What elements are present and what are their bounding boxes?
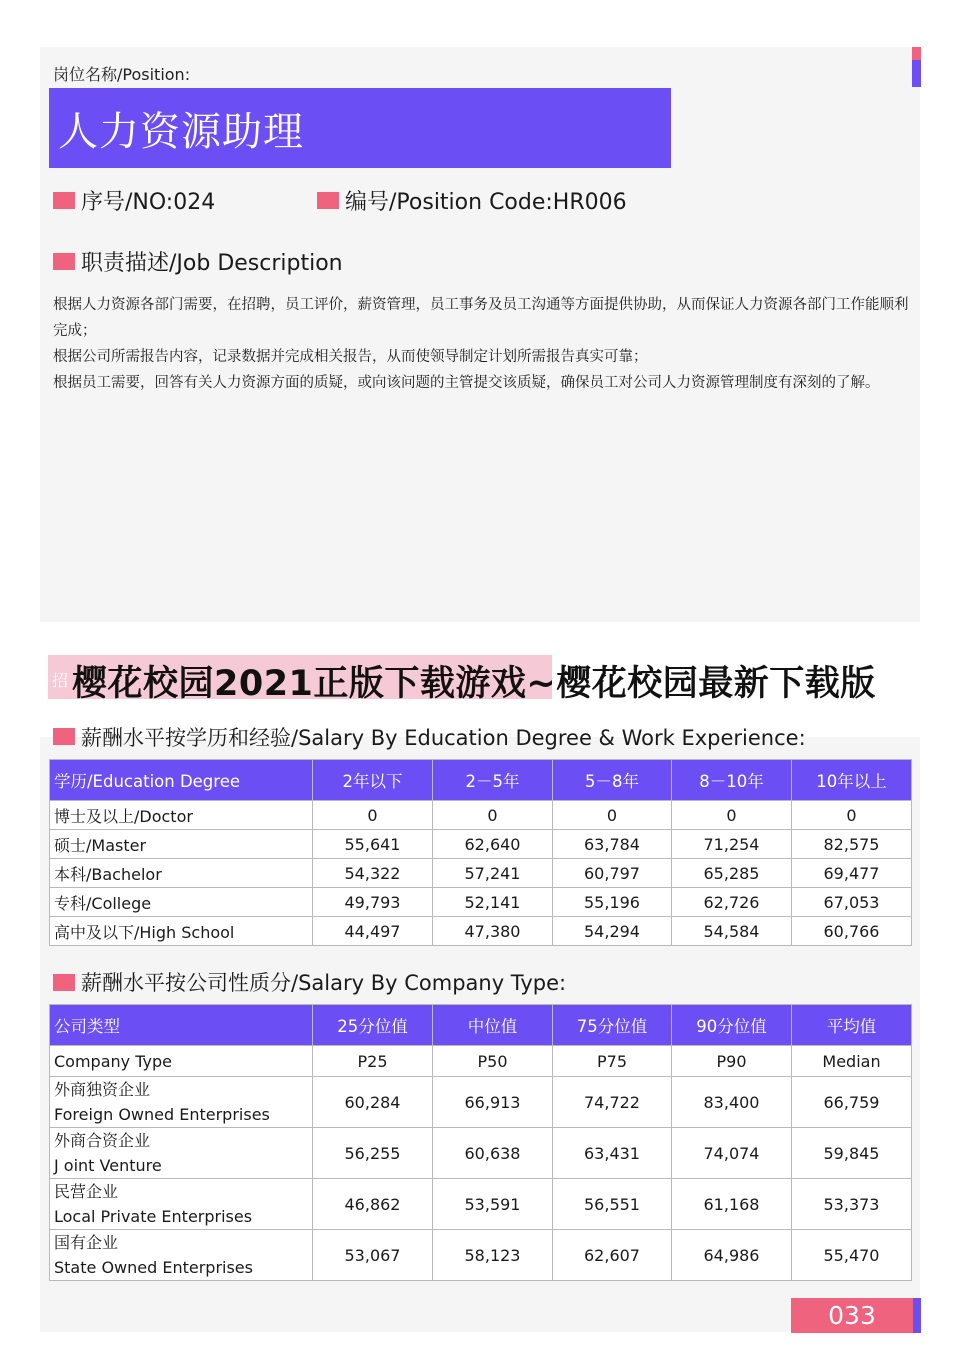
page-number: 033 bbox=[828, 1301, 876, 1330]
row-label-en: J oint Venture bbox=[54, 1156, 162, 1175]
salary-cell: 55,196 bbox=[553, 888, 672, 917]
salary-cell: 61,168 bbox=[672, 1179, 792, 1230]
salary-cell: 0 bbox=[553, 801, 672, 830]
salary-cell: 60,638 bbox=[433, 1128, 553, 1179]
salary-company-heading: 薪酬水平按公司性质分/Salary By Company Type: bbox=[81, 971, 567, 995]
overlay-title: 樱花校园2021正版下载游戏~樱花校园最新下载版 bbox=[72, 664, 876, 704]
subheader-cell: P25 bbox=[313, 1046, 433, 1077]
salary-cell: 0 bbox=[672, 801, 792, 830]
table-row bbox=[50, 917, 912, 946]
table-row bbox=[50, 1128, 912, 1179]
salary-company-marker-icon bbox=[53, 974, 75, 991]
footer-accent-purple bbox=[912, 1298, 921, 1333]
salary-cell: 74,074 bbox=[672, 1128, 792, 1179]
salary-cell: 55,470 bbox=[792, 1230, 912, 1281]
subheader-cell: P90 bbox=[672, 1046, 792, 1077]
salary-cell: 62,640 bbox=[433, 830, 553, 859]
code-marker-icon bbox=[317, 192, 339, 209]
subheader-cell: Median bbox=[792, 1046, 912, 1077]
salary-education-table bbox=[49, 759, 912, 946]
salary-cell: 53,067 bbox=[313, 1230, 433, 1281]
table-header-row bbox=[50, 1005, 912, 1046]
job-desc-heading: 职责描述/Job Description bbox=[81, 251, 343, 276]
column-header: 公司类型 bbox=[50, 1005, 313, 1046]
column-header: 中位值 bbox=[433, 1005, 553, 1046]
row-label: 专科/College bbox=[50, 888, 313, 917]
table-row bbox=[50, 1179, 912, 1230]
column-header: 5－8年 bbox=[553, 760, 672, 801]
column-header: 2年以下 bbox=[313, 760, 433, 801]
table-subheader-row bbox=[50, 1046, 912, 1077]
salary-cell: 55,641 bbox=[313, 830, 433, 859]
salary-cell: 66,759 bbox=[792, 1077, 912, 1128]
table-row bbox=[50, 1230, 912, 1281]
row-label-cn: 民营企业 bbox=[54, 1182, 119, 1201]
salary-cell: 56,255 bbox=[313, 1128, 433, 1179]
salary-cell: 74,722 bbox=[553, 1077, 672, 1128]
column-header: 25分位值 bbox=[313, 1005, 433, 1046]
table-header-row bbox=[50, 760, 912, 801]
salary-cell: 60,766 bbox=[792, 917, 912, 946]
subheader-cell: P50 bbox=[433, 1046, 553, 1077]
salary-cell: 63,431 bbox=[553, 1128, 672, 1179]
serial-marker-icon bbox=[53, 192, 75, 209]
row-label bbox=[50, 1230, 313, 1281]
salary-cell: 0 bbox=[792, 801, 912, 830]
salary-cell: 66,913 bbox=[433, 1077, 553, 1128]
salary-cell: 54,322 bbox=[313, 859, 433, 888]
salary-cell: 53,591 bbox=[433, 1179, 553, 1230]
salary-cell: 49,793 bbox=[313, 888, 433, 917]
salary-cell: 58,123 bbox=[433, 1230, 553, 1281]
salary-cell: 67,053 bbox=[792, 888, 912, 917]
position-title: 人力资源助理 bbox=[58, 109, 304, 155]
row-label bbox=[50, 1179, 313, 1230]
salary-cell: 53,373 bbox=[792, 1179, 912, 1230]
row-label bbox=[50, 1077, 313, 1128]
salary-cell: 69,477 bbox=[792, 859, 912, 888]
salary-cell: 0 bbox=[433, 801, 553, 830]
salary-cell: 62,726 bbox=[672, 888, 792, 917]
corner-accent-pink bbox=[912, 47, 921, 60]
corner-accent-purple bbox=[912, 60, 921, 87]
salary-cell: 63,784 bbox=[553, 830, 672, 859]
row-label-en: State Owned Enterprises bbox=[54, 1258, 253, 1277]
salary-cell: 62,607 bbox=[553, 1230, 672, 1281]
column-header: 75分位值 bbox=[553, 1005, 672, 1046]
job-description-text bbox=[53, 292, 913, 396]
job-desc-marker-icon bbox=[53, 253, 75, 270]
position-label: 岗位名称/Position: bbox=[53, 65, 191, 84]
row-label bbox=[50, 1128, 313, 1179]
table-row bbox=[50, 859, 912, 888]
salary-cell: 83,400 bbox=[672, 1077, 792, 1128]
row-label-cn: 外商合资企业 bbox=[54, 1131, 151, 1150]
table-row bbox=[50, 1077, 912, 1128]
overlay-prefix: 招 bbox=[52, 671, 69, 690]
salary-edu-marker-icon bbox=[53, 728, 75, 745]
salary-cell: 60,284 bbox=[313, 1077, 433, 1128]
salary-edu-heading: 薪酬水平按学历和经验/Salary By Education Degree & Work Experience: bbox=[81, 726, 806, 750]
column-header: 10年以上 bbox=[792, 760, 912, 801]
column-header: 90分位值 bbox=[672, 1005, 792, 1046]
row-label-en: Foreign Owned Enterprises bbox=[54, 1105, 270, 1124]
salary-company-table bbox=[49, 1004, 912, 1281]
subheader-cell: P75 bbox=[553, 1046, 672, 1077]
position-code: 编号/Position Code:HR006 bbox=[345, 190, 627, 215]
row-label: 硕士/Master bbox=[50, 830, 313, 859]
serial-number: 序号/NO:024 bbox=[81, 190, 216, 215]
row-label-en: Local Private Enterprises bbox=[54, 1207, 253, 1226]
job-desc-paragraph: 根据员工需要，回答有关人力资源方面的质疑，或向该问题的主管提交该质疑，确保员工对公司人力资源管理制度有深刻的了解。 bbox=[53, 375, 880, 391]
salary-cell: 46,862 bbox=[313, 1179, 433, 1230]
salary-cell: 71,254 bbox=[672, 830, 792, 859]
salary-cell: 52,141 bbox=[433, 888, 553, 917]
salary-cell: 65,285 bbox=[672, 859, 792, 888]
column-header: 2－5年 bbox=[433, 760, 553, 801]
column-header: 学历/Education Degree bbox=[50, 760, 313, 801]
salary-cell: 54,294 bbox=[553, 917, 672, 946]
salary-cell: 57,241 bbox=[433, 859, 553, 888]
table-row bbox=[50, 801, 912, 830]
subheader-cell: Company Type bbox=[50, 1046, 313, 1077]
row-label: 本科/Bachelor bbox=[50, 859, 313, 888]
table-row bbox=[50, 830, 912, 859]
salary-cell: 54,584 bbox=[672, 917, 792, 946]
salary-cell: 59,845 bbox=[792, 1128, 912, 1179]
salary-cell: 47,380 bbox=[433, 917, 553, 946]
job-desc-paragraph: 根据公司所需报告内容，记录数据并完成相关报告，从而使领导制定计划所需报告真实可靠； bbox=[53, 349, 648, 365]
column-header: 平均值 bbox=[792, 1005, 912, 1046]
row-label-cn: 国有企业 bbox=[54, 1233, 119, 1252]
column-header: 8－10年 bbox=[672, 760, 792, 801]
salary-cell: 60,797 bbox=[553, 859, 672, 888]
row-label-cn: 外商独资企业 bbox=[54, 1080, 151, 1099]
table-row bbox=[50, 888, 912, 917]
row-label: 高中及以下/High School bbox=[50, 917, 313, 946]
salary-cell: 64,986 bbox=[672, 1230, 792, 1281]
row-label: 博士及以上/Doctor bbox=[50, 801, 313, 830]
job-desc-paragraph: 根据人力资源各部门需要，在招聘，员工评价，薪资管理，员工事务及员工沟通等方面提供协助，从而保证人力资源各部门工作能顺利完成； bbox=[53, 297, 909, 339]
salary-cell: 82,575 bbox=[792, 830, 912, 859]
salary-cell: 56,551 bbox=[553, 1179, 672, 1230]
salary-cell: 44,497 bbox=[313, 917, 433, 946]
salary-cell: 0 bbox=[313, 801, 433, 830]
